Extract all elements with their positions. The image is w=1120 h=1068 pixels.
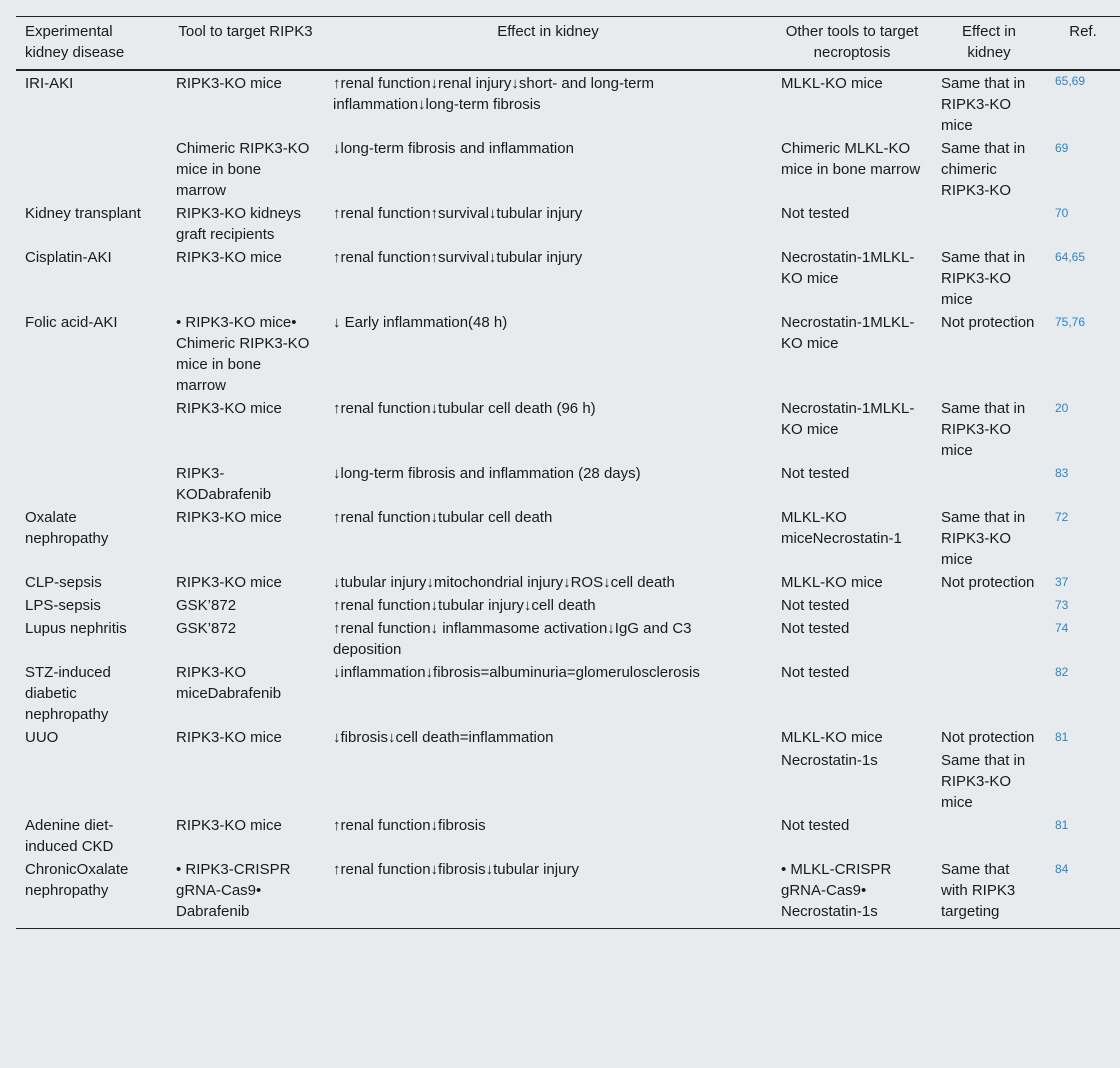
ref-cell[interactable]: 74 bbox=[1055, 621, 1069, 635]
effect-2-cell bbox=[932, 814, 1046, 858]
header-effect: Effect in kidney bbox=[497, 23, 599, 40]
tool-cell: RIPK3-KO mice bbox=[176, 817, 282, 834]
header-ref: Ref. bbox=[1069, 23, 1097, 40]
table-row bbox=[16, 594, 1120, 617]
ref-cell[interactable]: 75,76 bbox=[1055, 315, 1086, 329]
disease-cell bbox=[16, 749, 167, 814]
effect-2-cell bbox=[932, 661, 1046, 726]
effect-cell: ↓fibrosis↓cell death=inflammation bbox=[333, 729, 554, 746]
other-tools-cell: Necrostatin-1MLKL-KO mice bbox=[781, 249, 915, 287]
ref-cell[interactable]: 82 bbox=[1055, 665, 1069, 679]
tool-cell: RIPK3-KO mice bbox=[176, 400, 282, 417]
table-row bbox=[16, 617, 1120, 661]
table-row bbox=[16, 70, 1120, 137]
table-row bbox=[16, 462, 1120, 506]
disease-cell: Adenine diet-induced CKD bbox=[25, 817, 114, 855]
other-tools-cell: Not tested bbox=[781, 205, 850, 222]
effect-cell: ↑renal function↑survival↓tubular injury bbox=[333, 205, 583, 222]
effect-cell: ↑renal function↓fibrosis↓tubular injury bbox=[333, 861, 579, 878]
disease-cell bbox=[16, 137, 167, 202]
other-tools-cell: Not tested bbox=[781, 817, 850, 834]
effect-2-cell: Same that in RIPK3-KO mice bbox=[941, 509, 1026, 568]
effect-cell: ↑renal function↓tubular cell death bbox=[333, 509, 553, 526]
table-container bbox=[16, 16, 1120, 929]
effect-cell: ↑renal function↓tubular cell death (96 h) bbox=[333, 400, 596, 417]
effect-2-cell bbox=[932, 462, 1046, 506]
header-effect-2: Effect in kidney bbox=[962, 23, 1016, 61]
other-tools-cell: Necrostatin-1MLKL-KO mice bbox=[781, 400, 915, 438]
other-tools-cell: MLKL-KO mice bbox=[781, 75, 883, 92]
other-tools-cell: Not tested bbox=[781, 664, 850, 681]
ref-cell[interactable]: 20 bbox=[1055, 401, 1069, 415]
tool-cell: RIPK3-KO mice bbox=[176, 509, 282, 526]
header-tool: Tool to target RIPK3 bbox=[178, 23, 313, 40]
tool-cell: • RIPK3-KO mice• Chimeric RIPK3-KO mice in bone marrow bbox=[176, 314, 310, 394]
tool-cell: GSK’872 bbox=[176, 620, 237, 637]
table-row bbox=[16, 814, 1120, 858]
ref-cell[interactable]: 64,65 bbox=[1055, 250, 1086, 264]
tool-cell: Chimeric RIPK3-KO mice in bone marrow bbox=[176, 140, 310, 199]
ref-cell[interactable]: 83 bbox=[1055, 466, 1069, 480]
effect-2-cell: Same that in RIPK3-KO mice bbox=[941, 75, 1026, 134]
other-tools-cell: Necrostatin-1s bbox=[781, 752, 878, 769]
header-disease: Experimental kidney disease bbox=[25, 23, 125, 61]
tool-cell: RIPK3-KO kidneys graft recipients bbox=[176, 205, 302, 243]
effect-cell: ↑renal function↓tubular injury↓cell death bbox=[333, 597, 596, 614]
other-tools-cell: Chimeric MLKL-KO mice in bone marrow bbox=[781, 140, 921, 178]
effect-cell: ↑renal function↑survival↓tubular injury bbox=[333, 249, 583, 266]
data-table bbox=[16, 16, 1120, 929]
ref-cell[interactable]: 73 bbox=[1055, 598, 1069, 612]
disease-cell: IRI-AKI bbox=[25, 75, 74, 92]
disease-cell bbox=[16, 462, 167, 506]
table-row bbox=[16, 571, 1120, 594]
tool-cell: RIPK3-KO mice bbox=[176, 729, 282, 746]
other-tools-cell: MLKL-KO mice bbox=[781, 729, 883, 746]
table-row bbox=[16, 661, 1120, 726]
ref-cell[interactable]: 84 bbox=[1055, 862, 1069, 876]
effect-cell bbox=[324, 749, 772, 814]
ref-cell[interactable]: 69 bbox=[1055, 141, 1069, 155]
effect-cell: ↓long-term fibrosis and inflammation bbox=[333, 140, 574, 157]
other-tools-cell: Not tested bbox=[781, 620, 850, 637]
effect-2-cell: Not protection bbox=[941, 574, 1035, 591]
ref-cell[interactable]: 70 bbox=[1055, 206, 1069, 220]
tool-cell: RIPK3-KO mice bbox=[176, 574, 282, 591]
disease-cell: UUO bbox=[25, 729, 59, 746]
effect-cell: ↑renal function↓renal injury↓short- and long-term inflammation↓long-term fibrosis bbox=[333, 75, 654, 113]
tool-cell: RIPK3-KO mice bbox=[176, 249, 282, 266]
header-other-tools: Other tools to target necroptosis bbox=[785, 23, 919, 61]
effect-cell: ↑renal function↓ inflammasome activation↓IgG and C3 deposition bbox=[333, 620, 692, 658]
effect-2-cell: Not protection bbox=[941, 729, 1035, 746]
effect-2-cell bbox=[932, 617, 1046, 661]
ref-cell[interactable]: 81 bbox=[1055, 818, 1069, 832]
ref-cell[interactable]: 81 bbox=[1055, 730, 1069, 744]
other-tools-cell: MLKL-KO mice bbox=[781, 574, 883, 591]
table-row bbox=[16, 726, 1120, 749]
effect-cell: ↓ Early inflammation(48 h) bbox=[333, 314, 508, 331]
tool-cell bbox=[167, 749, 324, 814]
ref-cell[interactable]: 72 bbox=[1055, 510, 1069, 524]
table-row bbox=[16, 137, 1120, 202]
effect-cell: ↓tubular injury↓mitochondrial injury↓ROS↓cell death bbox=[333, 574, 675, 591]
ref-cell[interactable]: 37 bbox=[1055, 575, 1069, 589]
ref-cell[interactable]: 65,69 bbox=[1055, 74, 1086, 88]
tool-cell: RIPK3-KO mice bbox=[176, 75, 282, 92]
disease-cell: STZ-induced diabetic nephropathy bbox=[25, 664, 111, 723]
disease-cell: CLP-sepsis bbox=[25, 574, 102, 591]
disease-cell bbox=[16, 397, 167, 462]
effect-2-cell: Same that with RIPK3 targeting bbox=[941, 861, 1016, 920]
disease-cell: Folic acid-AKI bbox=[25, 314, 118, 331]
table-row bbox=[16, 246, 1120, 311]
effect-2-cell: Same that in RIPK3-KO mice bbox=[941, 400, 1026, 459]
effect-2-cell: Same that in RIPK3-KO mice bbox=[941, 752, 1026, 811]
ref-cell[interactable] bbox=[1046, 749, 1120, 814]
other-tools-cell: Necrostatin-1MLKL-KO mice bbox=[781, 314, 915, 352]
table-header bbox=[16, 17, 1120, 71]
effect-cell: ↓long-term fibrosis and inflammation (28 days) bbox=[333, 465, 641, 482]
disease-cell: Lupus nephritis bbox=[25, 620, 127, 637]
effect-cell: ↑renal function↓fibrosis bbox=[333, 817, 486, 834]
other-tools-cell: • MLKL-CRISPR gRNA-Cas9• Necrostatin-1s bbox=[781, 861, 892, 920]
table-row bbox=[16, 397, 1120, 462]
tool-cell: RIPK3-KODabrafenib bbox=[176, 465, 272, 503]
table-row bbox=[16, 506, 1120, 571]
tool-cell: GSK’872 bbox=[176, 597, 237, 614]
other-tools-cell: Not tested bbox=[781, 465, 850, 482]
disease-cell: Cisplatin-AKI bbox=[25, 249, 112, 266]
table-row bbox=[16, 749, 1120, 814]
effect-2-cell: Same that in RIPK3-KO mice bbox=[941, 249, 1026, 308]
effect-2-cell: Same that in chimeric RIPK3-KO bbox=[941, 140, 1026, 199]
table-row bbox=[16, 202, 1120, 246]
disease-cell: Oxalate nephropathy bbox=[25, 509, 109, 547]
table-body bbox=[16, 70, 1120, 929]
effect-2-cell: Not protection bbox=[941, 314, 1035, 331]
table-row bbox=[16, 858, 1120, 929]
tool-cell: • RIPK3-CRISPR gRNA-Cas9• Dabrafenib bbox=[176, 861, 291, 920]
other-tools-cell: MLKL-KO miceNecrostatin-1 bbox=[781, 509, 902, 547]
table-row bbox=[16, 311, 1120, 397]
disease-cell: Kidney transplant bbox=[25, 205, 141, 222]
disease-cell: LPS-sepsis bbox=[25, 597, 101, 614]
effect-2-cell bbox=[932, 202, 1046, 246]
effect-2-cell bbox=[932, 594, 1046, 617]
effect-cell: ↓inflammation↓fibrosis=albuminuria=glomerulosclerosis bbox=[333, 664, 700, 681]
tool-cell: RIPK3-KO miceDabrafenib bbox=[176, 664, 282, 702]
other-tools-cell: Not tested bbox=[781, 597, 850, 614]
disease-cell: ChronicOxalate nephropathy bbox=[25, 861, 129, 899]
